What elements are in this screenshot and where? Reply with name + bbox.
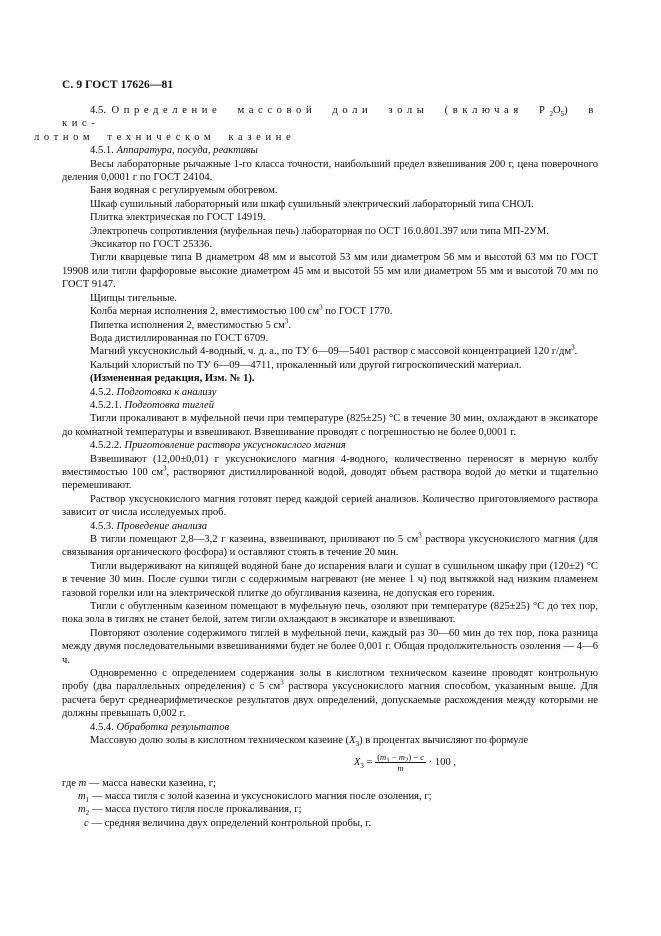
- equipment-item: Электропечь сопротивления (муфельная печь) лабораторная по ОСТ 16.0.801.397 или типа МП-2УМ.: [90, 225, 549, 237]
- where-item: где m — масса навески казеина, г;: [62, 777, 216, 789]
- where-item: c — средняя величина двух определений контрольной пробы, г.: [84, 817, 372, 829]
- amendment-note: (Измененная редакция, Изм. № 1).: [90, 373, 255, 385]
- section-4-5-title-cont: лотном техническом казеине: [34, 131, 296, 143]
- formula-numerator: $(m_1 - m_2) - c$: [377, 751, 425, 765]
- paragraph: Тигли с обугленным казеином помещают в муфельную печь, озоляют при температуре (825±25) °С до тех пор, пока зола в тиглях не станет белой, затем тигли охлаждают в эксикаторе и взвешивают.: [62, 601, 598, 626]
- section-4-5-2-heading: 4.5.2. Подготовка к анализу: [90, 386, 217, 398]
- equipment-item-magnesium: Магний уксуснокислый 4-водный, ч. д. а., по ТУ 6—09—5401 раствор с массовой концентрацией 120 $г/дм^3$.: [90, 343, 578, 358]
- paragraph: Массовую долю золы в кислотном техническом казеине $(X_3)$ в процентах вычисляют по формуле: [90, 735, 529, 749]
- ash-formula: $X_3$ = $\frac{(m_1 - m_2) - c}{m}$ · 100 ,: [353, 751, 457, 773]
- section-4-5-3-heading: 4.5.3. Проведение анализа: [90, 520, 208, 532]
- equipment-item: Эксикатор по ГОСТ 25336.: [90, 239, 212, 251]
- document-body: [34, 104, 598, 830]
- where-item: $m_2$ — масса пустого тигля после прокаливания, г;: [78, 804, 302, 818]
- section-4-5-title: 4.5. Определение массовой доли золы (включая $P_2O_5$) в кис- лотном техническом казеине: [34, 105, 598, 143]
- page-header: С. 9 ГОСТ 17626—81: [62, 79, 174, 91]
- paragraph: Повторяют озоление содержимого тиглей в муфельной печи, каждый раз 30—60 мин до тех пор, пока разница между двумя последовательными взвешиваниями будет не более 0,001 г. Общая продолжительность озоления — 4—6 ч.: [62, 627, 598, 666]
- equipment-item: Тигли кварцевые типа В диаметром 48 мм и высотой 53 мм или диаметром 56 мм и высотой 63 мм по ГОСТ 19908 или тигли фарфоровые высокие диаметром 45 мм и высотой 55 мм или диаметром 55 мм и высотой 70 мм по ГОСТ 9147.: [62, 252, 598, 291]
- section-4-5-2-1-heading: 4.5.2.1. Подготовка тиглей: [90, 399, 215, 411]
- equipment-item-water: Вода дистиллированная по ГОСТ 6709.: [90, 332, 269, 344]
- equipment-item: Весы лабораторные рычажные 1-го класса точности, наибольший предел взвешивания 200 г, цена поверочного деления 0,0001 г по ГОСТ 24104.: [62, 158, 598, 184]
- equipment-item-calcium: Кальций хлористый по ТУ 6—09—4711, прокаленный или другой гигроскопический материал.: [90, 359, 522, 371]
- equipment-item: Баня водяная с регулируемым обогревом.: [90, 185, 278, 197]
- paragraph: Тигли прокаливают в муфельной печи при температуре (825±25) °С в течение 30 мин, охлаждают в эксикаторе до комнатной температуры и взвешивают. Взвешивание проводят с погрешностью не более 0,0001 г.: [62, 413, 598, 438]
- where-item: $m_1$ — масса тигля с золой казеина и уксуснокислого магния после озоления, г;: [78, 790, 432, 805]
- equipment-item-flask: Колба мерная исполнения 2, вместимостью 100 $см^3$ по ГОСТ 1770.: [90, 303, 393, 318]
- formula-denominator: m: [397, 762, 404, 773]
- paragraph: Одновременно с определением содержания золы в кислотном техническом казеине проводят контрольную пробу (два параллельных определения) с 5 $см^3$ раствора уксуснокислого магния способом, указанным выше. Для расчета берут среднеарифметическое результатов двух определений, допускаемые расхождения между которыми не должны превышать 0,002 г.: [62, 668, 598, 720]
- equipment-item: Щипцы тигельные.: [90, 292, 177, 304]
- paragraph: Тигли выдерживают на кипящей водяной бане до испарения влаги и сушат в сушильном шкафу при (120±2) °С в течение 30 мин. После сушки тигли с содержимым нагревают (не менее 1 ч) под вытяжкой над низким пламенем газовой горелки или на электрической плитке до обугливания казеина, не допуская его горения.: [62, 560, 598, 599]
- paragraph: Раствор уксуснокислого магния готовят перед каждой серией анализов. Количество приготовляемого раствора зависит от числа исследуемых проб.: [62, 493, 598, 519]
- section-4-5-1-heading: 4.5.1. Аппаратура, посуда, реактивы: [90, 145, 258, 157]
- paragraph: В тигли помещают 2,8—3,2 г казеина, взвешивают, приливают по 5 $см^3$ раствора уксуснокислого магния (для связывания органического фосфора) и оставляют стоять в течение 20 мин.: [62, 531, 598, 559]
- equipment-item-pipette: Пипетка исполнения 2, вместимостью 5 $см^3$.: [90, 316, 291, 331]
- section-4-5-4-heading: 4.5.4. Обработка результатов: [90, 721, 230, 733]
- section-4-5-2-2-heading: 4.5.2.2. Приготовление раствора уксуснокислого магния: [90, 440, 346, 452]
- formula-fraction: [375, 752, 426, 773]
- equipment-item: Плитка электрическая по ГОСТ 14919.: [90, 212, 266, 224]
- paragraph: Взвешивают (12,00±0,01) г уксуснокислого магния 4-водного, количественно переносят в мерную колбу вместимостью 100 $см^3$, растворяют дистиллированной водой, доводят объем раствора водой до метки и тщательно перемешивают.: [62, 453, 598, 492]
- equipment-item: Шкаф сушильный лабораторный или шкаф сушильный электрический лабораторный типа СНОЛ.: [90, 198, 534, 210]
